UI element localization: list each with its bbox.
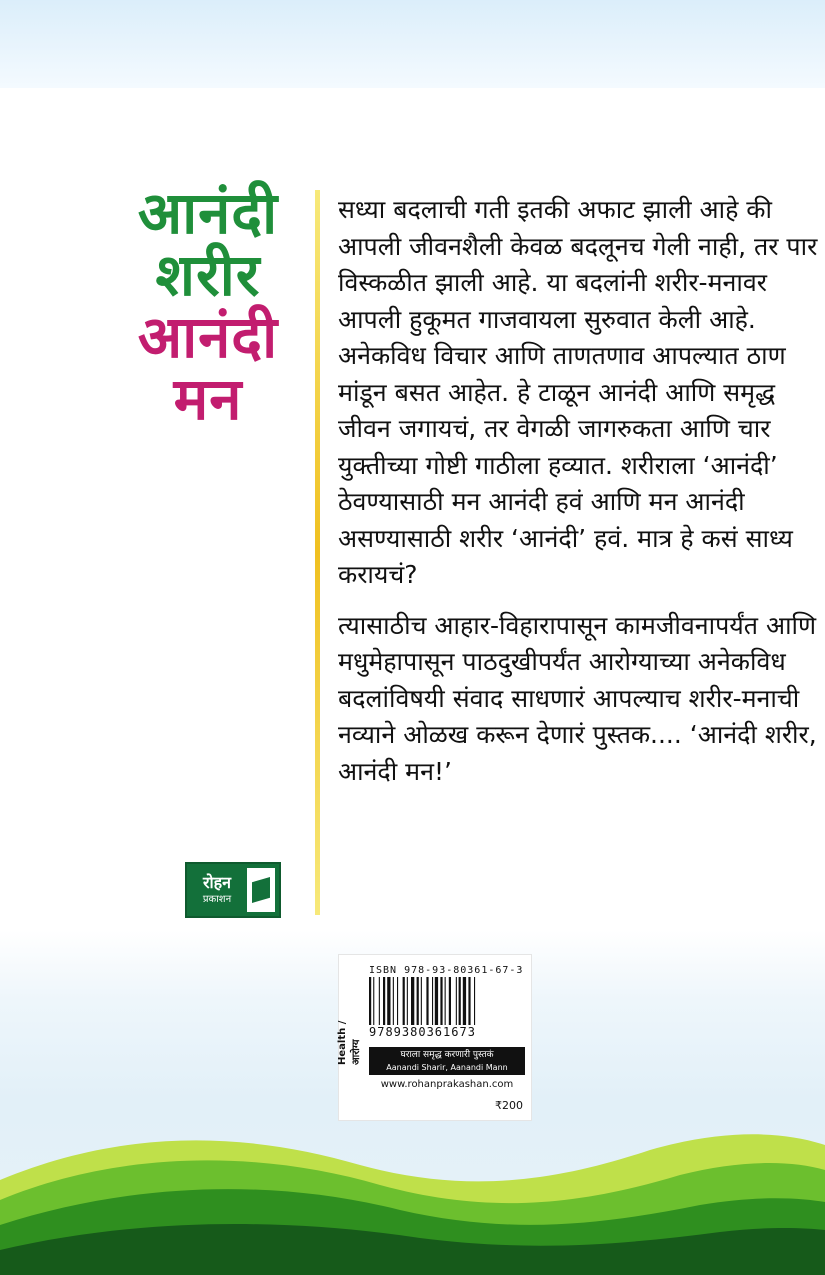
english-title: Aanandi Sharir, Aanandi Mann <box>386 1063 508 1072</box>
price-label: ₹200 <box>495 1099 523 1112</box>
website-link: www.rohanprakashan.com <box>380 1079 514 1090</box>
book-title <box>108 179 308 433</box>
title-line-1: आनंदी शरीर <box>137 179 279 309</box>
yellow-divider <box>315 190 320 915</box>
tagline-strip <box>369 1047 525 1075</box>
isbn-number: 9789380361673 <box>369 1025 476 1039</box>
genre-label: Health / आरोग्य <box>337 1020 362 1065</box>
blurb-paragraph-2: त्यासाठीच आहार-विहारापासून कामजीवनापर्यंत आणि मधुमेहापासून पाठदुखीपर्यंत आरोग्याच्या अनेकविध बदलांविषयी संवाद साधणारं आपल्याच शरीर-मनाची नव्याने ओळख करून देणारं पुस्तक.... ‘आनंदी शरीर, आनंदी मन!’ <box>338 610 817 786</box>
green-waves-decoration <box>0 1120 825 1275</box>
blurb-paragraph-1: सध्या बदलाची गती इतकी अफाट झाली आहे की आपली जीवनशैली केवळ बदलूनच गेली नाही, तर पार विस्कळीत झाली आहे. या बदलांनी शरीर-मनावर आपली हुकूमत गाजवायला सुरुवात केली आहे. अनेकविध विचार आणि ताणतणाव आपल्यात ठाण मांडून बसत आहेत. हे टाळून आनंदी आणि समृद्ध जीवन जगायचं, तर वेगळी जागरुकता आणि चार युक्तीच्या गोष्टी गाठीला हव्यात. शरीराला ‘आनंदी’ ठेवण्यासाठी मन आनंदी हवं आणि मन आनंदी असण्यासाठी शरीर ‘आनंदी’ हवं. मात्र हे कसं साध्य करायचं? <box>338 195 818 589</box>
top-sky-band <box>0 0 825 88</box>
publisher-logo <box>185 862 281 918</box>
isbn-label: ISBN 978-93-80361-67-3 <box>369 965 524 976</box>
barcode-icon <box>369 977 525 1025</box>
tagline: घराला समृद्ध करणारी पुस्तकं <box>400 1050 494 1060</box>
barcode-panel <box>338 954 532 1121</box>
book-icon <box>247 868 275 912</box>
title-line-2: आनंदी मन <box>137 303 279 433</box>
publisher-name: रोहन <box>202 873 232 892</box>
blurb-text <box>338 192 818 804</box>
publisher-subtitle: प्रकाशन <box>202 894 232 905</box>
